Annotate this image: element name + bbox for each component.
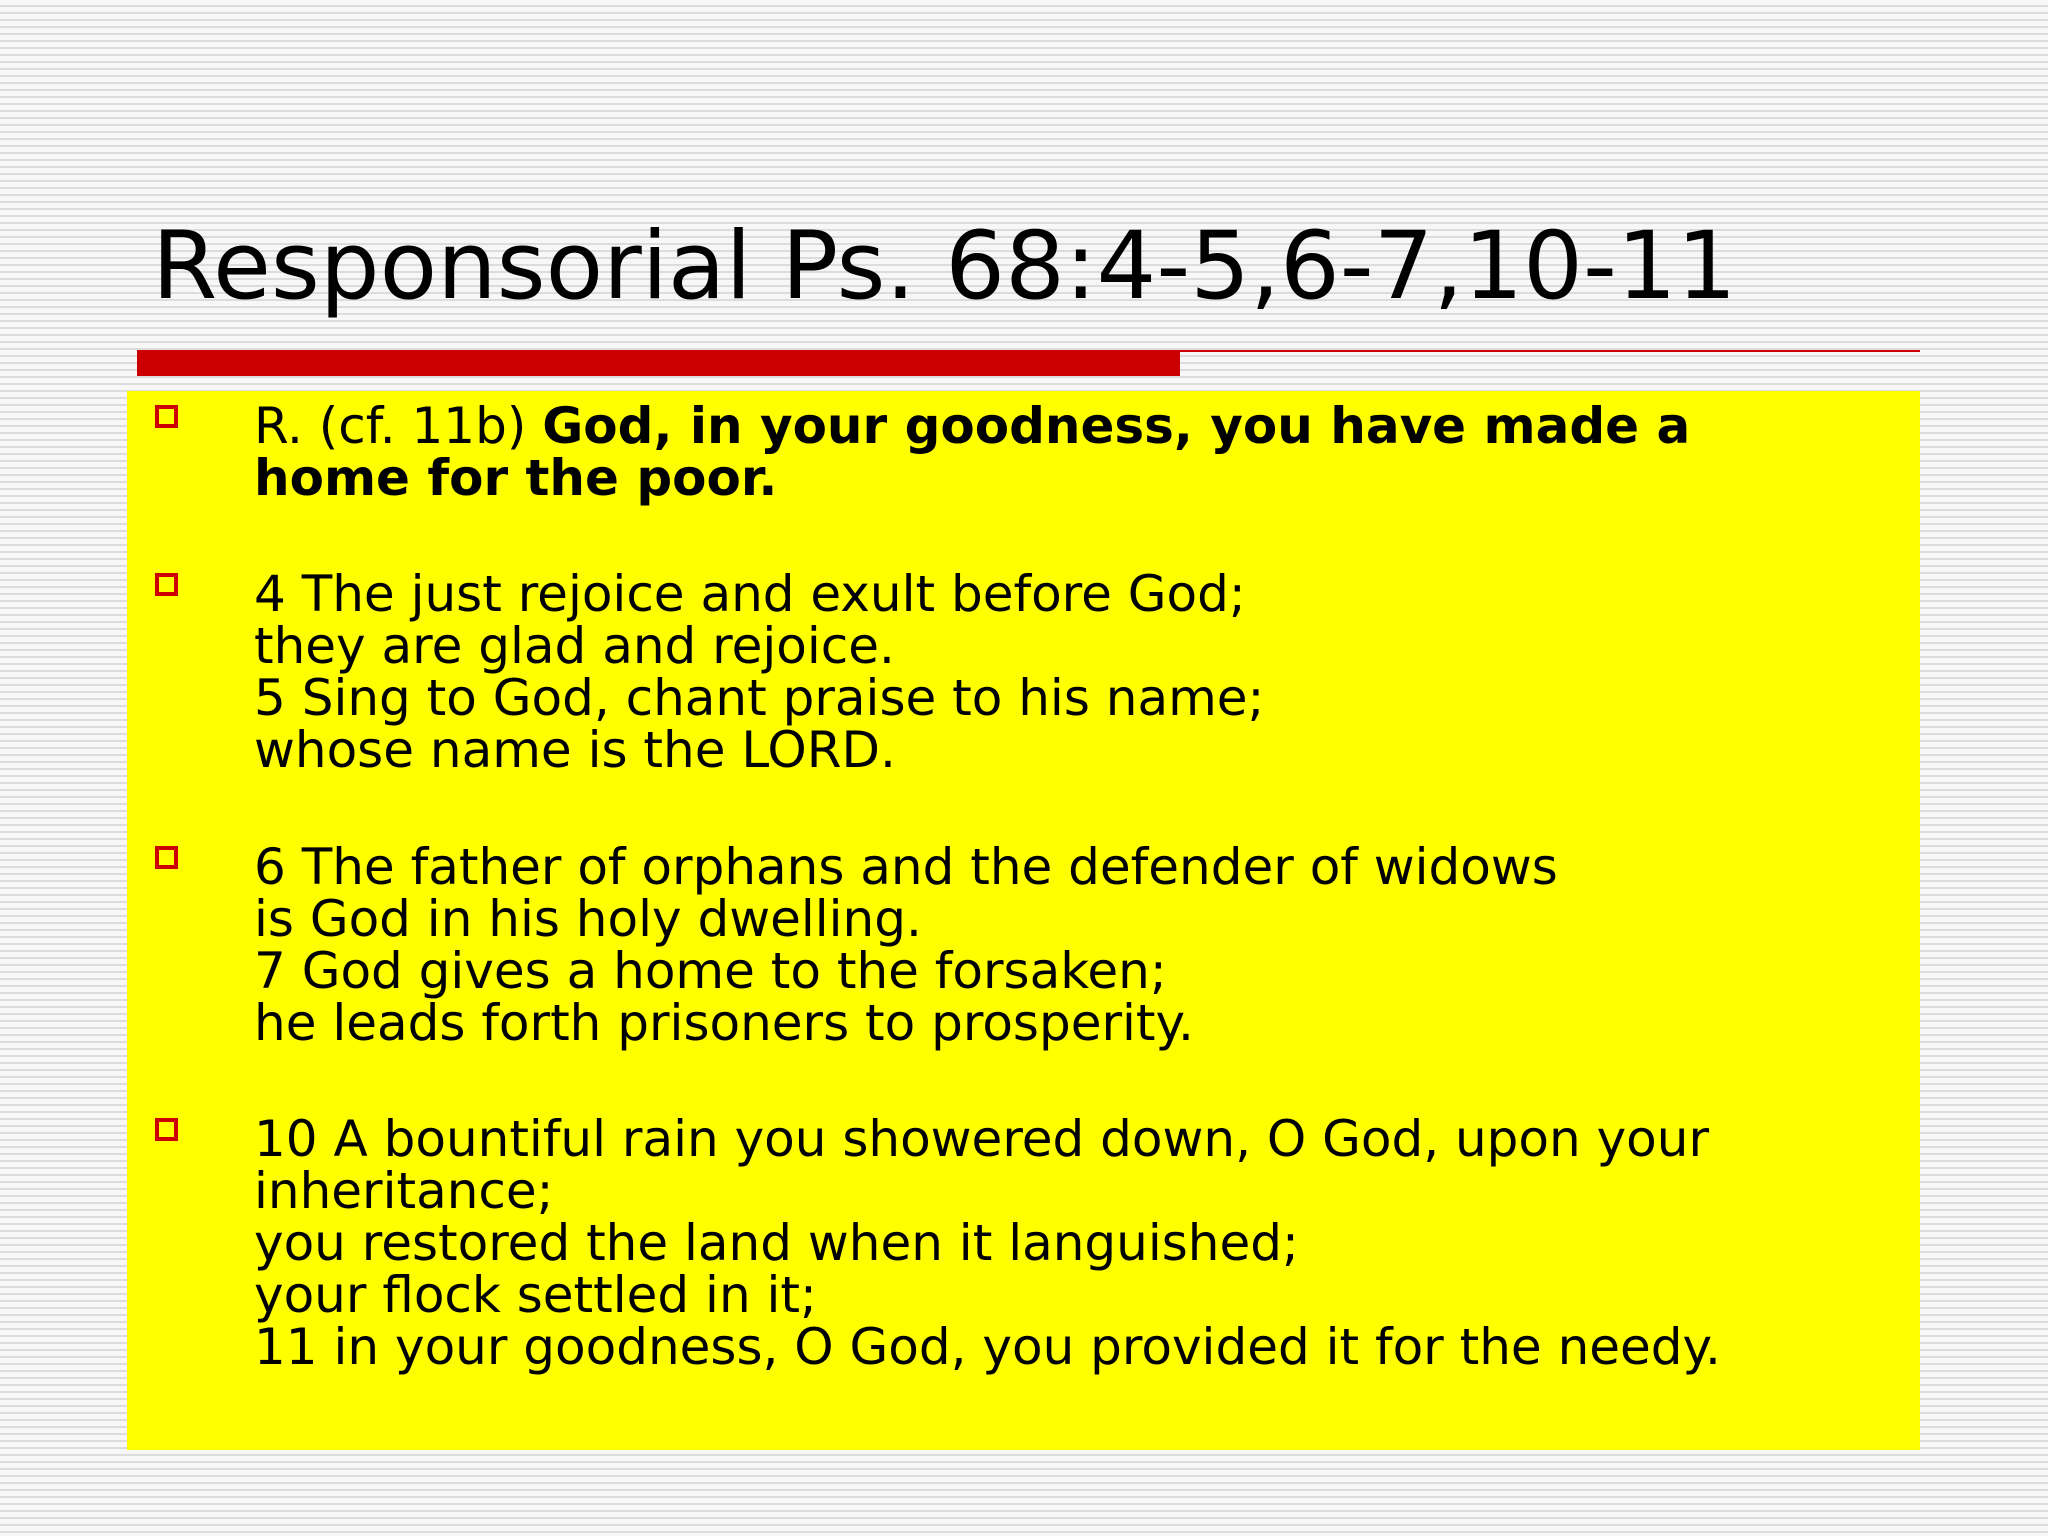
title-underline-thick: [137, 350, 1180, 376]
response-prefix: R. (cf. 11b): [254, 397, 543, 455]
title-underline-thin: [1180, 350, 1920, 352]
hollow-square-icon: [155, 405, 178, 428]
stanza-line: he leads forth prisoners to prosperity.: [254, 994, 1194, 1052]
slide-title: Responsorial Ps. 68:4-5,6-7,10-11: [152, 212, 1737, 321]
stanza-line: is God in his holy dwelling.: [254, 890, 922, 948]
stanza-line: whose name is the LORD.: [254, 721, 896, 779]
hollow-square-icon: [155, 573, 178, 596]
stanza-line: inheritance;: [254, 1162, 554, 1220]
stanza-line: 6 The father of orphans and the defender of widows: [254, 838, 1558, 896]
stanza-1: [254, 565, 1894, 779]
stanza-line: 11 in your goodness, O God, you provided it for the needy.: [254, 1318, 1721, 1376]
response-text: God, in your goodness, you have made a: [542, 397, 1691, 455]
stanza-line: 10 A bountiful rain you showered down, O God, upon your: [254, 1110, 1710, 1168]
stanza-line: 7 God gives a home to the forsaken;: [254, 942, 1167, 1000]
stanza-line: you restored the land when it languished;: [254, 1214, 1299, 1272]
response-paragraph: [254, 397, 1894, 507]
hollow-square-icon: [155, 1118, 178, 1141]
response-line-1: [254, 397, 1894, 455]
stanza-line: 5 Sing to God, chant praise to his name;: [254, 669, 1265, 727]
stanza-2: [254, 838, 1894, 1052]
hollow-square-icon: [155, 846, 178, 869]
stanza-line: they are glad and rejoice.: [254, 617, 895, 675]
stanza-3: [254, 1110, 1894, 1376]
stanza-line: your flock settled in it;: [254, 1266, 817, 1324]
response-line-2: home for the poor.: [254, 449, 778, 507]
stanza-line: 4 The just rejoice and exult before God;: [254, 565, 1246, 623]
